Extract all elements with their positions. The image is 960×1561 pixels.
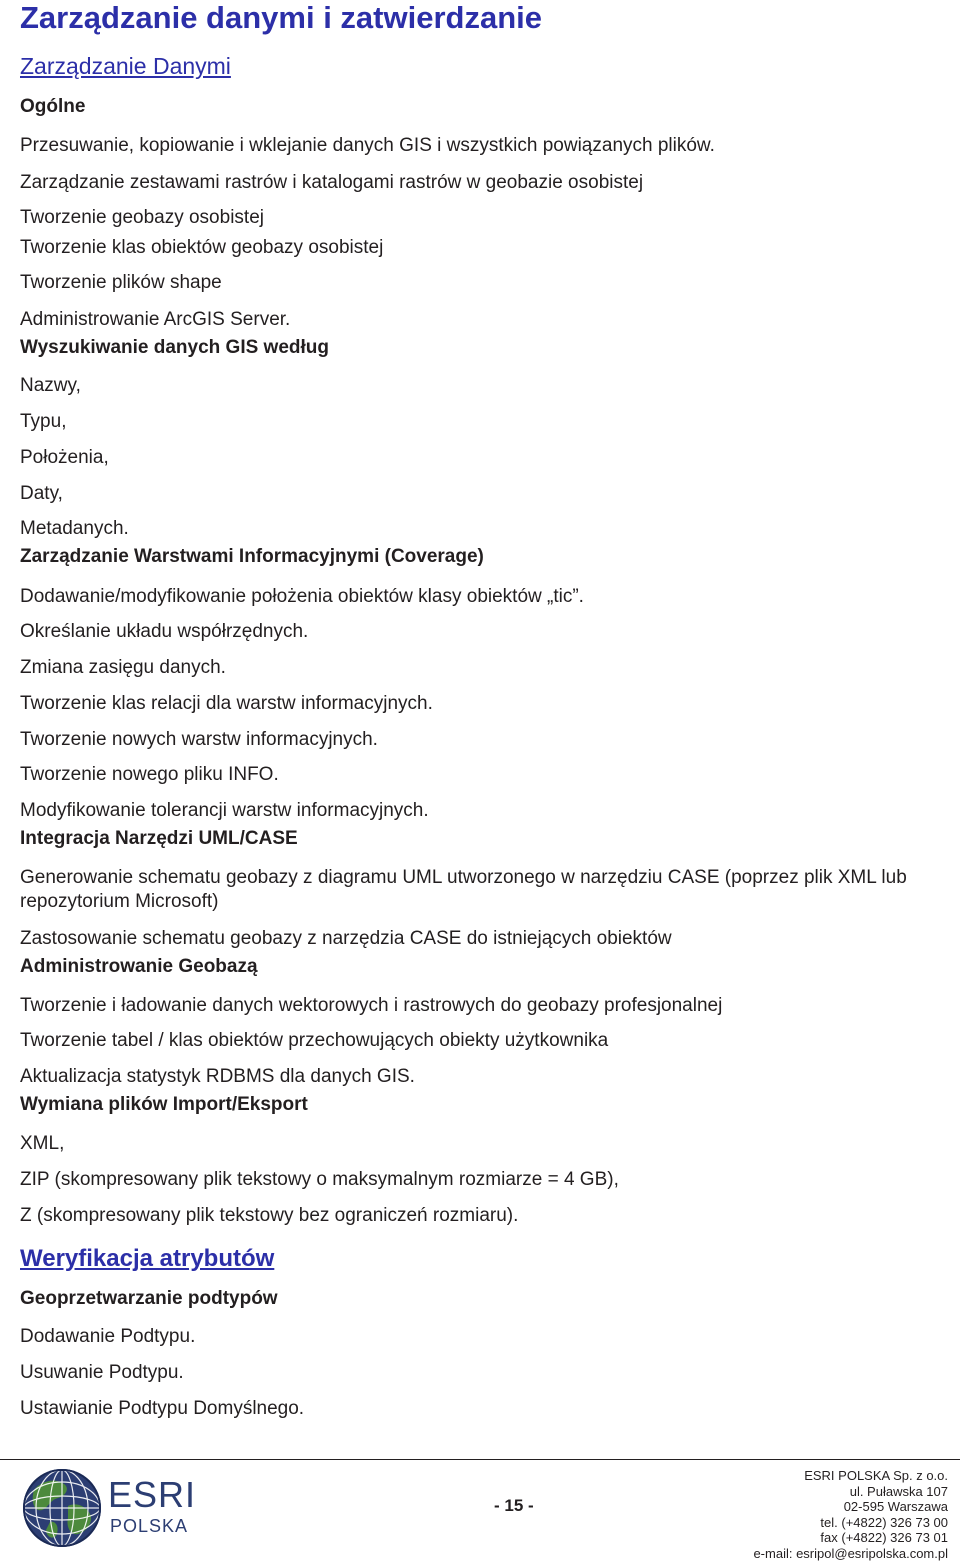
admin-item: Tworzenie i ładowanie danych wektorowych i rastrowych do geobazy profesjonalnej: [20, 994, 722, 1018]
subtype-item: Dodawanie Podtypu.: [20, 1325, 195, 1349]
coverage-item: Modyfikowanie tolerancji warstw informacyjnych.: [20, 799, 429, 823]
company-address: [753, 1468, 948, 1561]
general-item: Przesuwanie, kopiowanie i wklejanie danych GIS i wszystkich powiązanych plików.: [20, 134, 715, 158]
page-title: Zarządzanie danymi i zatwierdzanie: [20, 0, 542, 36]
exchange-item: ZIP (skompresowany plik tekstowy o maksymalnym rozmiarze = 4 GB),: [20, 1168, 619, 1192]
search-item: Położenia,: [20, 446, 109, 470]
address-line: ESRI POLSKA Sp. z o.o.: [753, 1468, 948, 1484]
coverage-item: Zmiana zasięgu danych.: [20, 656, 226, 680]
coverage-item: Tworzenie nowych warstw informacyjnych.: [20, 728, 378, 752]
subtype-item: Usuwanie Podtypu.: [20, 1361, 184, 1385]
admin-item: Tworzenie tabel / klas obiektów przechowujących obiekty użytkownika: [20, 1029, 608, 1053]
subheading-subtypes: Geoprzetwarzanie podtypów: [20, 1288, 278, 1310]
section-heading-attribute-verification: Weryfikacja atrybutów: [20, 1245, 274, 1273]
subheading-exchange: Wymiana plików Import/Eksport: [20, 1094, 308, 1116]
esri-polska-logo: [20, 1466, 200, 1554]
search-item: Metadanych.: [20, 517, 129, 541]
search-item: Nazwy,: [20, 374, 81, 398]
general-item: Administrowanie ArcGIS Server.: [20, 308, 290, 332]
address-line: 02-595 Warszawa: [753, 1499, 948, 1515]
logo-polska-text: POLSKA: [110, 1516, 188, 1537]
address-line: ul. Puławska 107: [753, 1484, 948, 1500]
page-number: - 15 -: [494, 1496, 534, 1516]
subtype-item: Ustawianie Podtypu Domyślnego.: [20, 1397, 304, 1421]
uml-item: Zastosowanie schematu geobazy z narzędzia CASE do istniejących obiektów: [20, 927, 672, 951]
footer-divider: [0, 1459, 960, 1460]
general-item: Tworzenie plików shape: [20, 271, 222, 295]
coverage-item: Dodawanie/modyfikowanie położenia obiektów klasy obiektów „tic”.: [20, 585, 584, 609]
general-item: Tworzenie geobazy osobistej: [20, 206, 264, 230]
search-item: Daty,: [20, 482, 63, 506]
logo-esri-text: ESRI: [108, 1474, 196, 1516]
exchange-item: XML,: [20, 1132, 64, 1156]
globe-icon: [20, 1466, 104, 1550]
general-item: Zarządzanie zestawami rastrów i katalogami rastrów w geobazie osobistej: [20, 171, 643, 195]
address-line: tel. (+4822) 326 73 00: [753, 1515, 948, 1531]
address-line: e-mail: esripol@esripolska.com.pl: [753, 1546, 948, 1561]
search-item: Typu,: [20, 410, 66, 434]
subheading-admin: Administrowanie Geobazą: [20, 956, 258, 978]
coverage-item: Tworzenie nowego pliku INFO.: [20, 763, 279, 787]
subheading-search: Wyszukiwanie danych GIS według: [20, 337, 329, 359]
coverage-item: Tworzenie klas relacji dla warstw informacyjnych.: [20, 692, 433, 716]
subheading-uml: Integracja Narzędzi UML/CASE: [20, 828, 298, 850]
section-heading-data-management: Zarządzanie Danymi: [20, 53, 231, 80]
admin-item: Aktualizacja statystyk RDBMS dla danych GIS.: [20, 1065, 415, 1089]
subheading-general: Ogólne: [20, 96, 85, 118]
address-line: fax (+4822) 326 73 01: [753, 1530, 948, 1546]
exchange-item: Z (skompresowany plik tekstowy bez ograniczeń rozmiaru).: [20, 1204, 518, 1228]
subheading-coverage: Zarządzanie Warstwami Informacyjnymi (Coverage): [20, 546, 484, 568]
coverage-item: Określanie układu współrzędnych.: [20, 620, 308, 644]
general-item: Tworzenie klas obiektów geobazy osobistej: [20, 236, 383, 260]
uml-item: Generowanie schematu geobazy z diagramu UML utworzonego w narzędziu CASE (poprzez plik XML lub repozytorium Microsoft): [20, 866, 925, 914]
